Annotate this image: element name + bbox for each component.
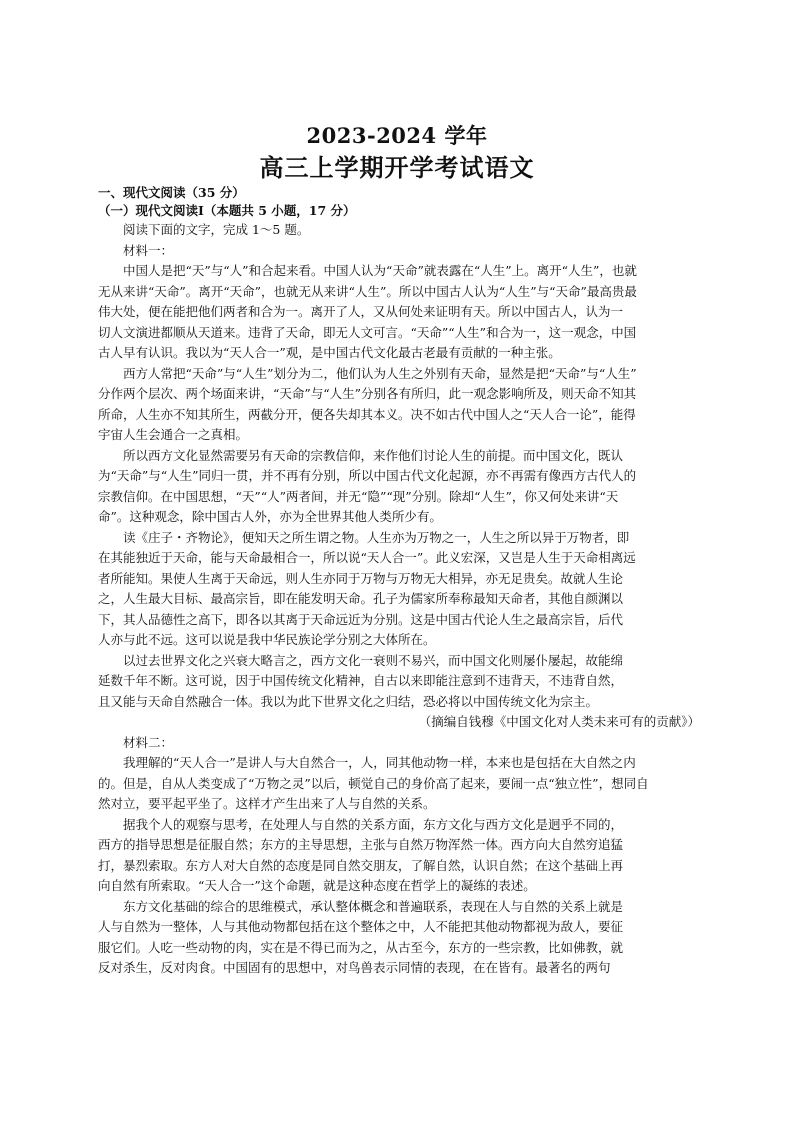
text-line: 命”。这种观念，除中国古人外，亦为全世界其他人类所少有。 xyxy=(98,509,442,524)
text-line: 所命，人生亦不知其所生，两截分开，便各失却其本义。决不如古代中国人之“天人合一论”，能得 xyxy=(98,406,636,422)
text-line: 据我个人的观察与思考，在处理人与自然的关系方面，东方文化与西方文化是迥乎不同的， xyxy=(123,816,624,832)
text-line: 向自然有所索取。“天人合一”这个命题，就是这种态度在哲学上的凝练的表述。 xyxy=(98,878,536,893)
text-line: 所以西方文化显然需要另有天命的宗教信仰，来作他们讨论人生的前提。而中国文化，既认 xyxy=(123,447,624,463)
text-line: 然对立，要平起平坐了。这样才产生出来了人与自然的关系。 xyxy=(98,796,436,811)
text-line: 伟大处，便在能把他们两者和合为一。离开了人，又从何处来证明有天。所以中国古人，认为一 xyxy=(98,304,624,319)
text-line: 打，暴烈索取。东方人对大自然的态度是同自然交朋友，了解自然，认识自然；在这个基础上再 xyxy=(98,857,624,873)
material2-label: 材料二： xyxy=(123,734,174,750)
text-line: 为“天命”与“人生”同归一贯，并不再有分别，所以中国古代文化起源，亦不再需有像西方古代人的 xyxy=(98,468,637,483)
text-line: 人与自然为一整体，人与其他动物都包括在这个整体之中，人不能把其他动物都视为敌人，要征 xyxy=(98,919,624,934)
text-line: 者所能知。果使人生离于天命远，则人生亦同于万物与万物无大相异，亦无足贵矣。故就人生论 xyxy=(98,570,624,586)
text-line: 的。但是，自从人类变成了“万物之灵”以后，顿觉自己的身价高了起来，要闹一点“独立性”，想同自 xyxy=(98,775,649,791)
text-line: 延数千年不断。这可说，因于中国传统文化精神，自古以来即能注意到不违背天，不违背自然， xyxy=(98,673,624,688)
text-line: 下，其人品德性之高下，即各以其离于天命远近为分别。这是中国古代论人生之最高宗旨，后代 xyxy=(98,611,624,627)
section-heading: 一、现代文阅读（35 分） xyxy=(98,185,245,200)
material1-text xyxy=(98,261,700,712)
material2-text xyxy=(98,753,700,979)
text-line: 我理解的“天人合一”是讲人与大自然合一，人，同其他动物一样，本来也是包括在大自然之内 xyxy=(123,755,636,770)
text-line: 无从来讲“天命”。离开“天命”，也就无从来讲“人生”。所以中国古人认为“人生”与“天命”最高贵最 xyxy=(98,283,637,299)
text-line: 之，人生最大目标、最高宗旨，即在能发明天命。孔子为儒家所奉称最知天命者，其他自颜渊以 xyxy=(98,591,624,606)
exam-body xyxy=(98,184,700,979)
text-line: 西方人常把“天命”与“人生”划分为二，他们认为人生之外别有天命，显然是把“天命”与“人生” xyxy=(123,365,637,381)
material1-source: （摘编自钱穆《中国文化对人类未来可有的贡献》） xyxy=(418,714,700,729)
text-line: 宗教信仰。在中国思想，“天”“人”两者间，并无“隐”“现”分别。除却“人生”，你又何处来讲“天 xyxy=(98,488,619,504)
text-line: 且又能与天命自然融合一体。我以为此下世界文化之归结，恐必将以中国传统文化为宗主。 xyxy=(98,693,599,709)
text-line: 以过去世界文化之兴衰大略言之，西方文化一衰则不易兴，而中国文化则屡仆屡起，故能绵 xyxy=(123,652,624,668)
exam-main-title: 高三上学期开学考试语文 xyxy=(259,153,535,182)
exam-year-title: 2023-2024 学年 xyxy=(306,123,488,148)
text-line: 读《庄子・齐物论》，便知天之所生谓之物。人生亦为万物之一，人生之所以异于万物者，即 xyxy=(123,529,630,545)
text-line: 宇宙人生会通合一之真相。 xyxy=(98,427,249,442)
instruction-text: 阅读下面的文字，完成 1～5 题。 xyxy=(123,222,310,237)
subsection-heading: （一）现代文阅读Ⅰ（本题共 5 小题，17 分） xyxy=(98,203,356,218)
text-line: 古人早有认识。我以为“天人合一”观，是中国古代文化最古老最有贡献的一种主张。 xyxy=(98,345,561,360)
text-line: 中国人是把“天”与“人”和合起来看。中国人认为“天命”就表露在“人生”上。离开“人生”，也就 xyxy=(123,263,637,278)
text-line: 东方文化基础的综合的思维模式，承认整体概念和普遍联系，表现在人与自然的关系上就是 xyxy=(123,898,624,914)
material1-label: 材料一： xyxy=(123,242,174,258)
text-line: 反对杀生，反对肉食。中国固有的思想中，对鸟兽表示同情的表现，在在皆有。最著名的两句 xyxy=(98,960,611,975)
text-line: 人亦与此不远。这可以说是我中华民族论学分别之大体所在。 xyxy=(98,632,436,647)
text-line: 西方的指导思想是征服自然；东方的主导思想，主张与自然万物浑然一体。西方向大自然穷追猛 xyxy=(98,837,624,852)
text-line: 服它们。人吃一些动物的肉，实在是不得已而为之，从古至今，东方的一些宗教，比如佛教，就 xyxy=(98,939,624,955)
text-line: 在其能独近于天命，能与天命最相合一，所以说“天人合一”。此义宏深，又岂是人生于天命相离远 xyxy=(98,550,636,565)
text-line: 切人文演进都顺从天道来。违背了天命，即无人文可言。“天命”“人生”和合为一，这一观念，中国 xyxy=(98,324,637,340)
text-line: 分作两个层次、两个场面来讲，“天命”与“人生”分别各有所归，此一观念影响所及，则天命不知其 xyxy=(98,386,637,401)
